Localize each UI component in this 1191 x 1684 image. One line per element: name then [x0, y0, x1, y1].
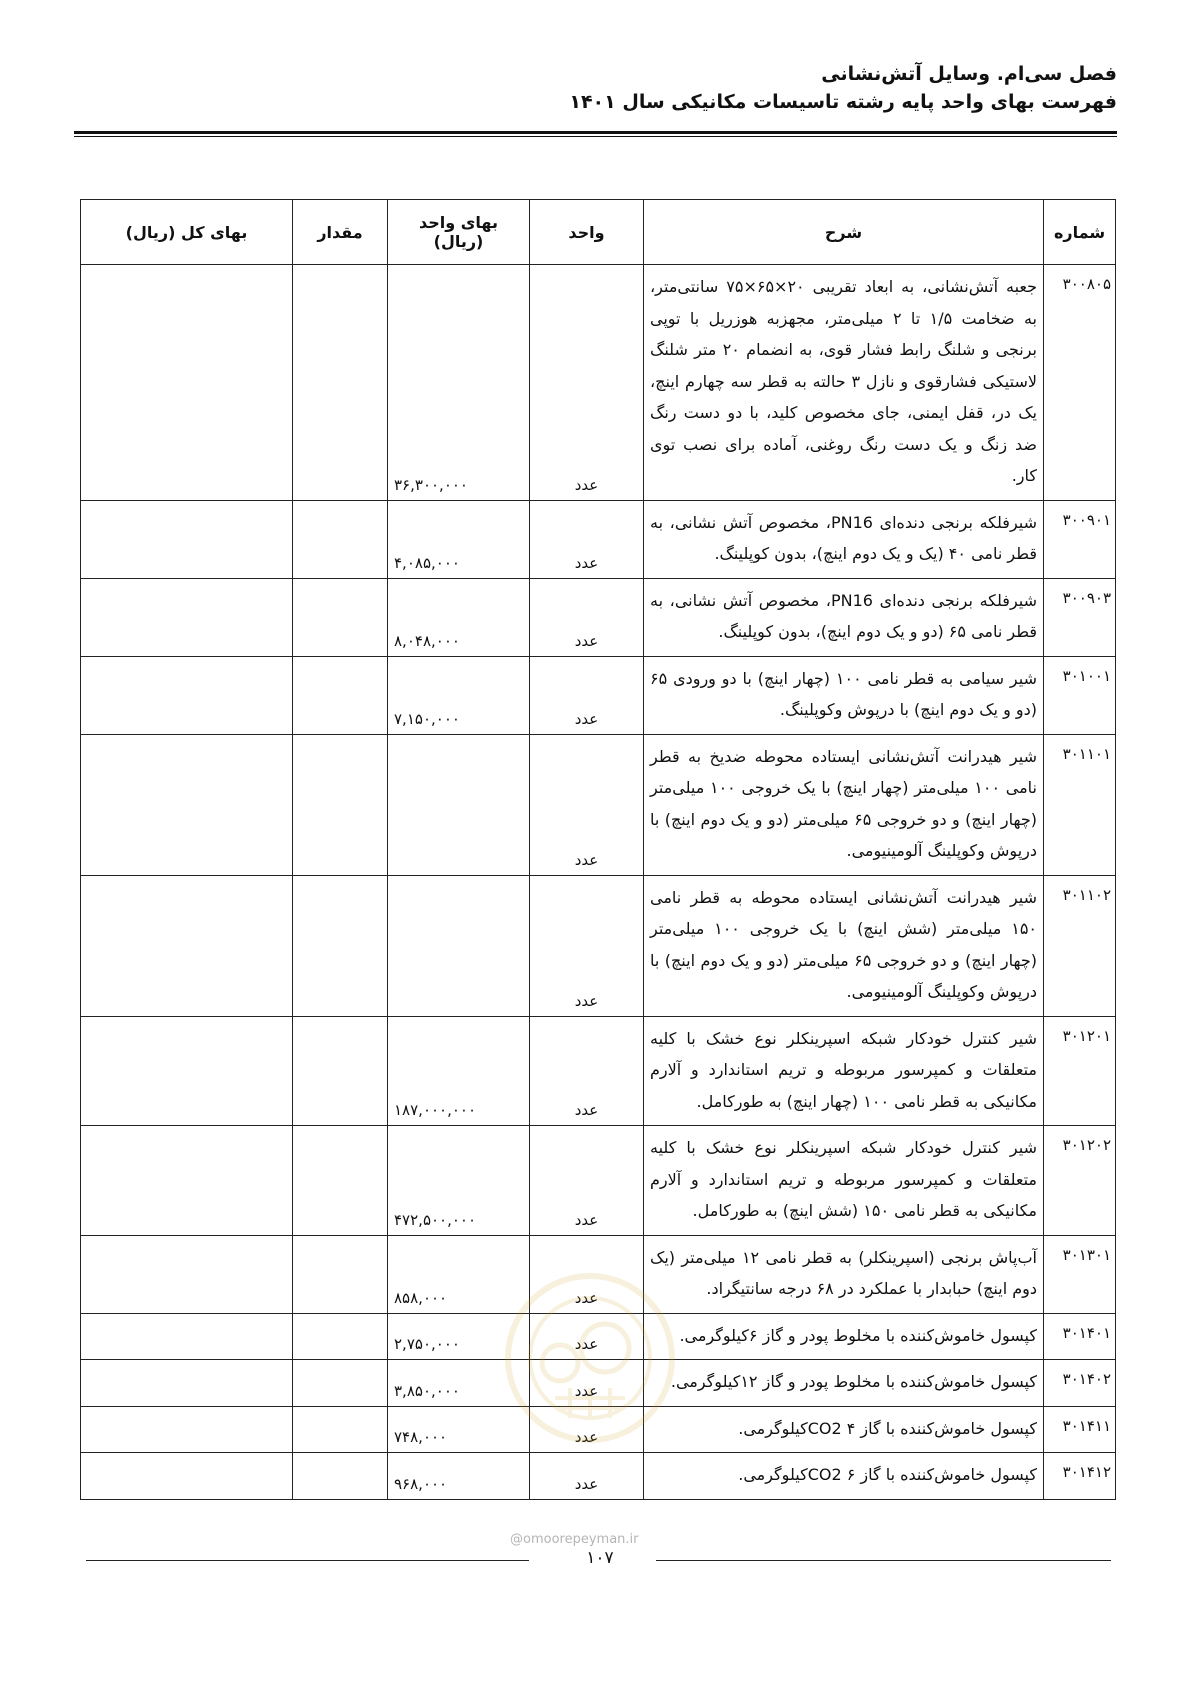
item-quantity [293, 1360, 388, 1407]
item-unit-price: ۲,۷۵۰,۰۰۰ [388, 1313, 530, 1360]
header-quantity: مقدار [293, 200, 388, 265]
item-total-price [81, 1126, 293, 1236]
item-description: شیر کنترل خودکار شبکه اسپرینکلر نوع خشک با کلیه متعلقات و کمپرسور مربوطه و تریم استاندارد و آلارم مکانیکی به قطر نامی ۱۵۰ (شش اینچ) به طورکامل. [644, 1126, 1044, 1236]
item-unit: عدد [530, 1360, 644, 1407]
item-unit-price: ۷,۱۵۰,۰۰۰ [388, 656, 530, 734]
item-code: ۳۰۱۴۰۲ [1044, 1360, 1116, 1407]
watermark-gear-right [581, 1324, 629, 1372]
item-unit: عدد [530, 500, 644, 578]
item-code: ۳۰۱۰۰۱ [1044, 656, 1116, 734]
item-total-price [81, 500, 293, 578]
item-code: ۳۰۱۱۰۲ [1044, 875, 1116, 1016]
item-unit: عدد [530, 656, 644, 734]
watermark-site-text: @omoorepeyman.ir [510, 1532, 639, 1547]
item-unit: عدد [530, 578, 644, 656]
item-quantity [293, 875, 388, 1016]
item-unit: عدد [530, 1016, 644, 1126]
table-header-row [81, 200, 1116, 265]
item-unit-price: ۴۷۲,۵۰۰,۰۰۰ [388, 1126, 530, 1236]
header-unit: واحد [530, 200, 644, 265]
header-code: شماره [1044, 200, 1116, 265]
watermark-gear-left [542, 1345, 578, 1381]
item-quantity [293, 578, 388, 656]
chapter-title: فصل سی‌ام. وسایل آتش‌نشانی [821, 63, 1117, 85]
table-row [81, 578, 1116, 656]
item-unit-price: ۳,۸۵۰,۰۰۰ [388, 1360, 530, 1407]
item-code: ۳۰۱۲۰۲ [1044, 1126, 1116, 1236]
table-row [81, 1453, 1116, 1500]
item-code: ۳۰۱۳۰۱ [1044, 1235, 1116, 1313]
item-unit-price: ۱۸۷,۰۰۰,۰۰۰ [388, 1016, 530, 1126]
item-unit-price [388, 875, 530, 1016]
item-description: شیر سیامی به قطر نامی ۱۰۰ (چهار اینچ) با دو ورودی ۶۵ (دو و یک دوم اینچ) با درپوش وکوپلینگ. [644, 656, 1044, 734]
item-quantity [293, 1453, 388, 1500]
item-unit-price [388, 734, 530, 875]
item-description: شیرفلکه برنجی دنده‌ای PN16، مخصوص آتش نشانی، به قطر نامی ۴۰ (یک و یک دوم اینچ)، بدون کوپلینگ. [644, 500, 1044, 578]
document-title: فهرست بهای واحد پایه رشته تاسیسات مکانیکی سال ۱۴۰۱ [569, 91, 1117, 113]
table-row [81, 875, 1116, 1016]
header-total-price: بهای کل (ریال) [81, 200, 293, 265]
header-rule-thick [74, 131, 1117, 134]
item-code: ۳۰۰۹۰۱ [1044, 500, 1116, 578]
item-unit: عدد [530, 1313, 644, 1360]
item-unit-price: ۸۵۸,۰۰۰ [388, 1235, 530, 1313]
item-description: آب‌پاش برنجی (اسپرینکلر) به قطر نامی ۱۲ میلی‌متر (یک دوم اینچ) حبابدار با عملکرد در ۶۸ درجه سانتیگراد. [644, 1235, 1044, 1313]
page-header [569, 60, 1117, 116]
footer-rule-right [656, 1560, 1111, 1561]
item-unit: عدد [530, 1126, 644, 1236]
header-description: شرح [644, 200, 1044, 265]
item-unit-price: ۸,۰۴۸,۰۰۰ [388, 578, 530, 656]
item-total-price [81, 578, 293, 656]
header-unit-price: بهای واحد (ریال) [388, 200, 530, 265]
item-unit-price: ۷۴۸,۰۰۰ [388, 1406, 530, 1453]
item-code: ۳۰۱۴۰۱ [1044, 1313, 1116, 1360]
item-quantity [293, 265, 388, 501]
item-unit: عدد [530, 265, 644, 501]
item-unit: عدد [530, 875, 644, 1016]
item-total-price [81, 1313, 293, 1360]
table-row [81, 656, 1116, 734]
item-total-price [81, 1360, 293, 1407]
table-row [81, 1016, 1116, 1126]
item-description: کپسول خاموش‌کننده با گاز CO2 ۶کیلوگرمی. [644, 1453, 1044, 1500]
item-total-price [81, 1235, 293, 1313]
table-row [81, 265, 1116, 501]
item-quantity [293, 1126, 388, 1236]
item-description: کپسول خاموش‌کننده با مخلوط پودر و گاز ۱۲کیلوگرمی. [644, 1360, 1044, 1407]
item-quantity [293, 734, 388, 875]
item-quantity [293, 1235, 388, 1313]
item-total-price [81, 656, 293, 734]
item-total-price [81, 1453, 293, 1500]
item-unit-price: ۳۶,۳۰۰,۰۰۰ [388, 265, 530, 501]
watermark-logo-icon [500, 1268, 680, 1448]
item-unit: عدد [530, 1235, 644, 1313]
item-quantity [293, 1016, 388, 1126]
item-unit: عدد [530, 1406, 644, 1453]
item-unit: عدد [530, 734, 644, 875]
item-description: جعبه آتش‌نشانی، به ابعاد تقریبی ۲۰×۶۵×۷۵ سانتی‌متر، به ضخامت ۱/۵ تا ۲ میلی‌متر، مجهزبه هوزریل با توپی برنجی و شلنگ رابط فشار قوی، به انضمام ۲۰ متر شلنگ لاستیکی فشارقوی و نازل ۳ حالته به قطر سه چهارم اینچ، یک در، قفل ایمنی، جای مخصوص کلید، با دو دست رنگ ضد زنگ و یک دست رنگ روغنی، آماده برای نصب توی کار. [644, 265, 1044, 501]
item-code: ۳۰۰۹۰۳ [1044, 578, 1116, 656]
item-description: شیر هیدرانت آتش‌نشانی ایستاده محوطه ضدیخ به قطر نامی ۱۰۰ میلی‌متر (چهار اینچ) با یک خروجی ۱۰۰ میلی‌متر (چهار اینچ) و دو خروجی ۶۵ میلی‌متر (دو و یک دوم اینچ) با درپوش وکوپلینگ آلومینیومی. [644, 734, 1044, 875]
item-code: ۳۰۱۲۰۱ [1044, 1016, 1116, 1126]
item-total-price [81, 1016, 293, 1126]
table-row [81, 500, 1116, 578]
item-code: ۳۰۱۴۱۲ [1044, 1453, 1116, 1500]
item-code: ۳۰۱۱۰۱ [1044, 734, 1116, 875]
item-description: کپسول خاموش‌کننده با مخلوط پودر و گاز ۶کیلوگرمی. [644, 1313, 1044, 1360]
item-quantity [293, 656, 388, 734]
table-row [81, 1126, 1116, 1236]
header-rule-thin [74, 136, 1117, 137]
page-number: ۱۰۷ [586, 1548, 614, 1568]
item-unit: عدد [530, 1453, 644, 1500]
item-description: شیر کنترل خودکار شبکه اسپرینکلر نوع خشک با کلیه متعلقات و کمپرسور مربوطه و تریم استاندارد و آلارم مکانیکی به قطر نامی ۱۰۰ (چهار اینچ) به طورکامل. [644, 1016, 1044, 1126]
table-row [81, 734, 1116, 875]
item-total-price [81, 875, 293, 1016]
item-code: ۳۰۰۸۰۵ [1044, 265, 1116, 501]
item-total-price [81, 1406, 293, 1453]
item-description: شیرفلکه برنجی دنده‌ای PN16، مخصوص آتش نشانی، به قطر نامی ۶۵ (دو و یک دوم اینچ)، بدون کوپلینگ. [644, 578, 1044, 656]
item-description: کپسول خاموش‌کننده با گاز CO2 ۴کیلوگرمی. [644, 1406, 1044, 1453]
item-code: ۳۰۱۴۱۱ [1044, 1406, 1116, 1453]
item-description: شیر هیدرانت آتش‌نشانی ایستاده محوطه به قطر نامی ۱۵۰ میلی‌متر (شش اینچ) با یک خروجی ۱۰۰ میلی‌متر (چهار اینچ) و دو خروجی ۶۵ میلی‌متر (دو و یک دوم اینچ) با درپوش وکوپلینگ آلومینیومی. [644, 875, 1044, 1016]
item-total-price [81, 734, 293, 875]
item-unit-price: ۹۶۸,۰۰۰ [388, 1453, 530, 1500]
item-quantity [293, 1313, 388, 1360]
item-quantity [293, 500, 388, 578]
item-quantity [293, 1406, 388, 1453]
footer-rule-left [86, 1560, 529, 1561]
item-unit-price: ۴,۰۸۵,۰۰۰ [388, 500, 530, 578]
item-total-price [81, 265, 293, 501]
